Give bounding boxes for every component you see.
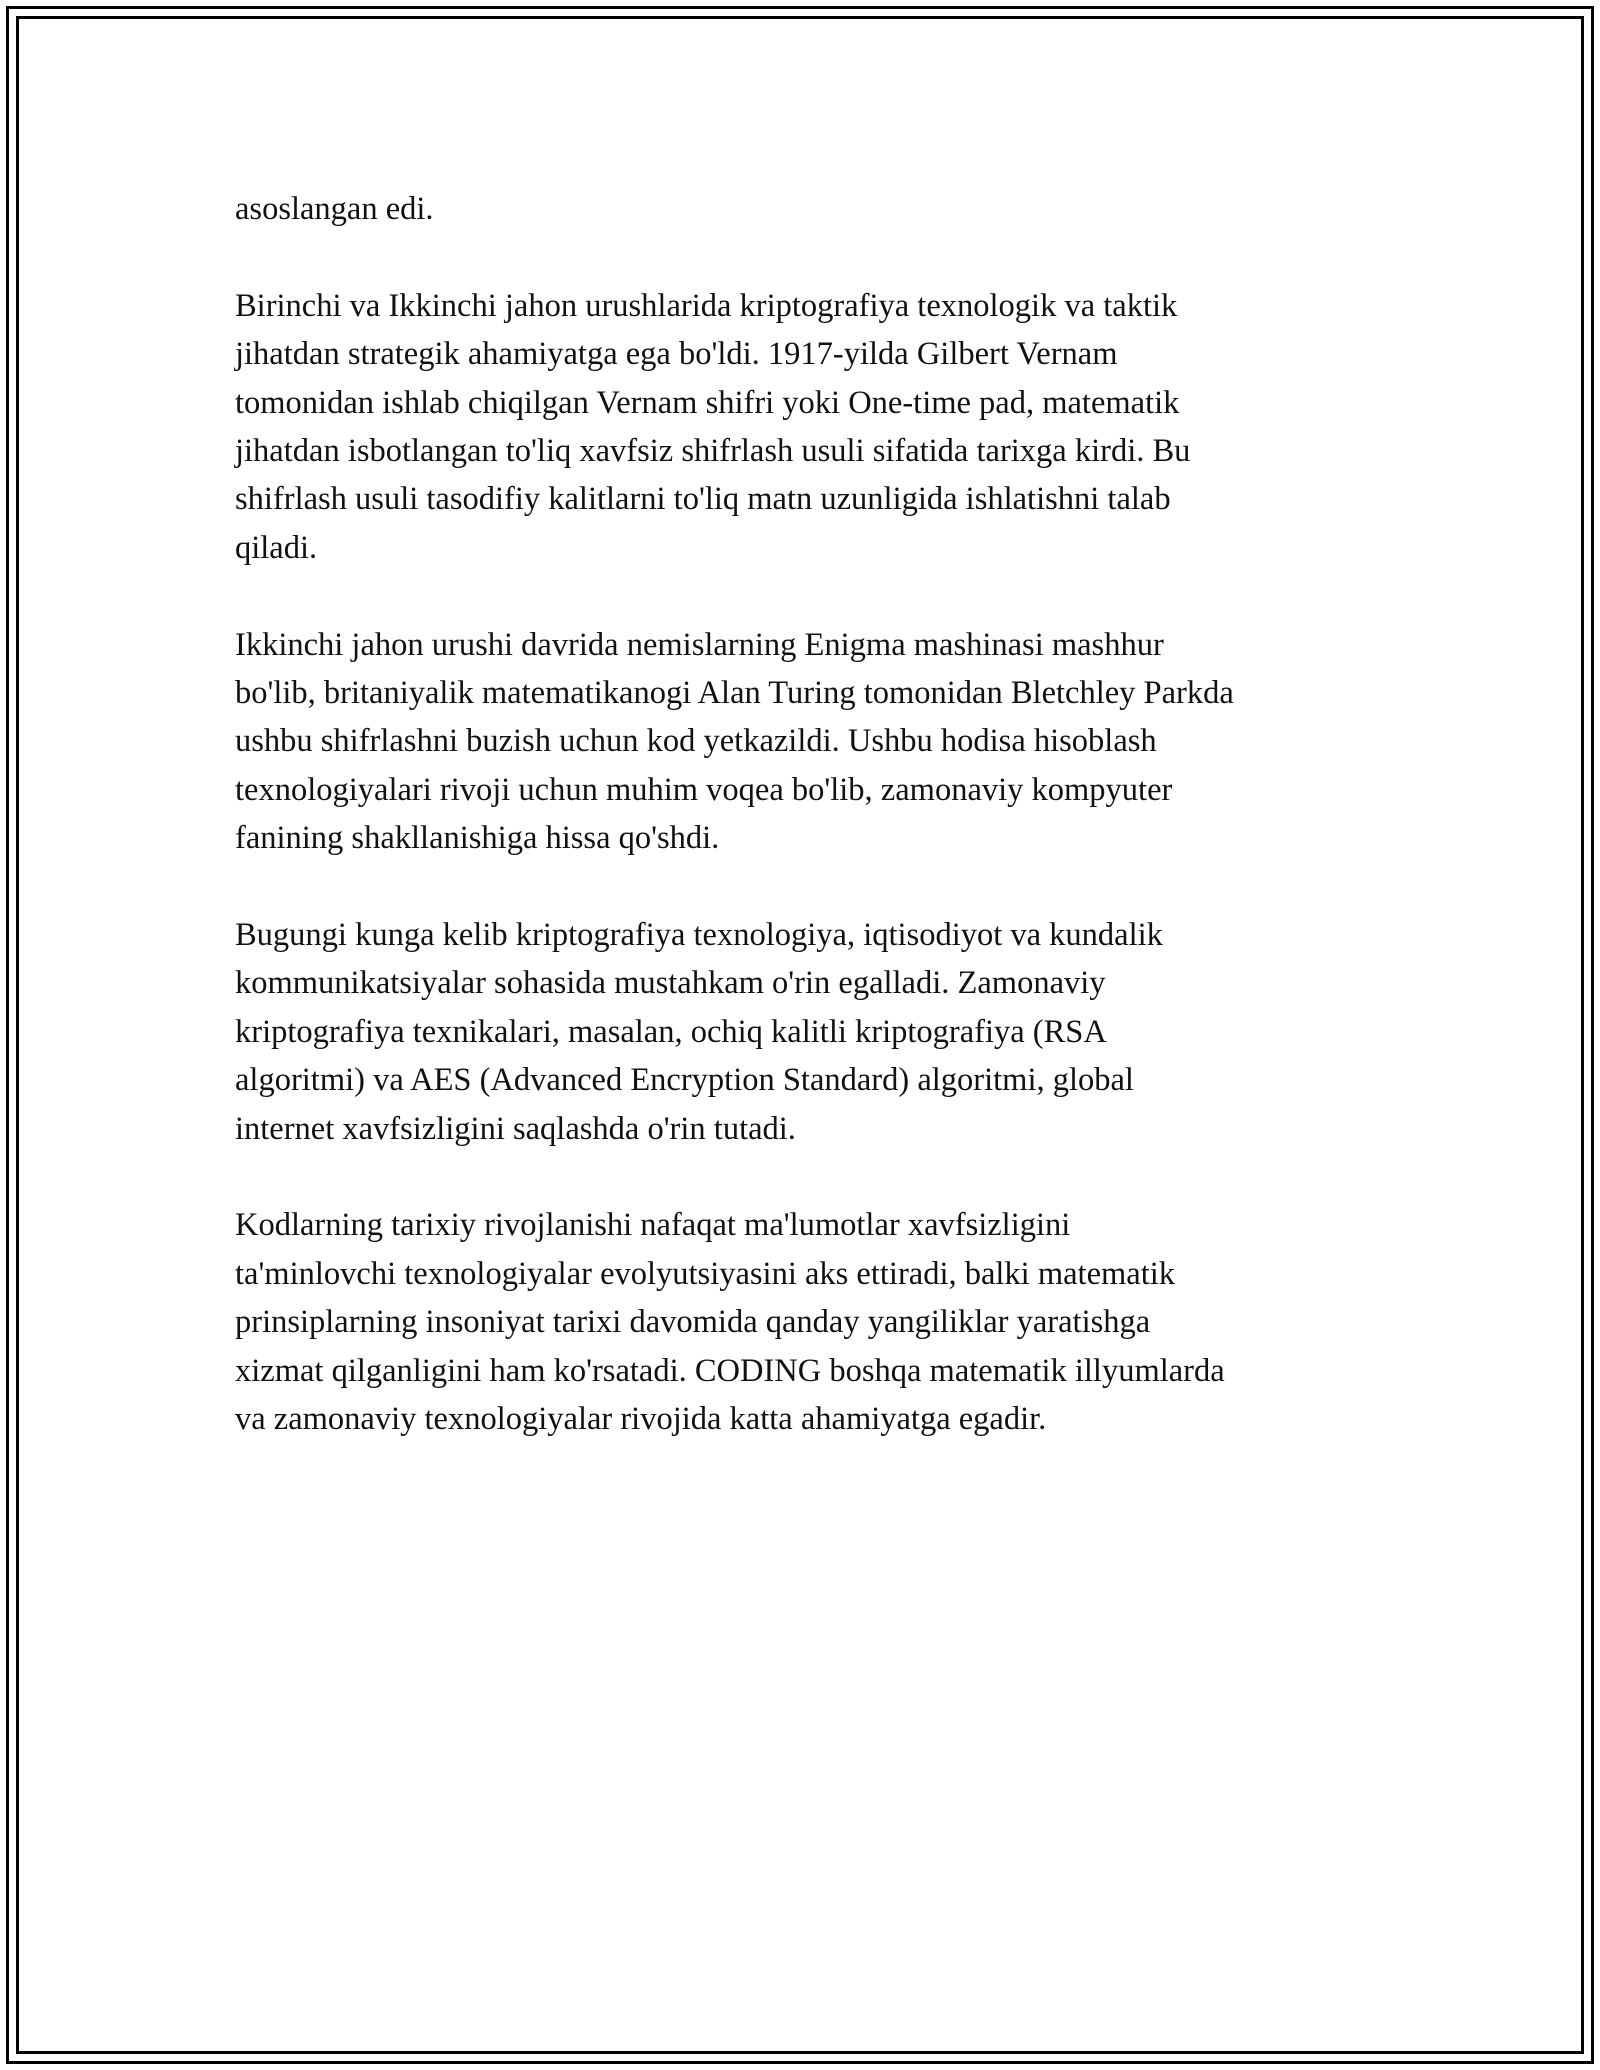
paragraph-continuation: asoslangan edi. (235, 191, 434, 227)
paragraph-enigma: Ikkinchi jahon urushi davrida nemislarning Enigma mashinasi mashhur bo'lib, britaniyalik matematikanogi Alan Turing tomonidan Bletchley Parkda ushbu shifrlashni buzish uchun kod yetkazildi. Ushbu hodisa hisoblash texnologiyalari rivoji uchun muhim voqea bo'lib, zamonaviy kompyuter fanining shakllanishiga hissa qo'shdi. (235, 626, 1234, 857)
paragraph-modern-cryptography: Bugungi kunga kelib kriptografiya texnologiya, iqtisodiyot va kundalik kommunikatsiyalar sohasida mustahkam o'rin egalladi. Zamonaviy kriptografiya texnikalari, masalan, ochiq kalitli kriptografiya (RSA algoritmi) va AES (Advanced Encryption Standard) algoritmi, global internet xavfsizligini saqlashda o'rin tutadi. (235, 917, 1163, 1147)
paragraph-world-wars: Birinchi va Ikkinchi jahon urushlarida kriptografiya texnologik va taktik jihatdan strategik ahamiyatga ega bo'ldi. 1917-yilda Gilbert Vernam tomonidan ishlab chiqilgan Vernam shifri yoki One-time pad, matematik jihatdan isbotlangan to'liq xavfsiz shifrlash usuli sifatida tarixga kirdi. Bu shifrlash usuli tasodifiy kalitlarni to'liq matn uzunligida ishlatishni talab qiladi. (235, 287, 1191, 566)
paragraph-conclusion: Kodlarning tarixiy rivojlanishi nafaqat ma'lumotlar xavfsizligini ta'minlovchi texnologiyalar evolyutsiyasini aks ettiradi, balki matematik prinsiplarning insoniyat tarixi davomida qanday yangiliklar yaratishga xizmat qilganligini ham ko'rsatadi. CODING boshqa matematik illyumlarda va zamonaviy texnologiyalar rivojida katta ahamiyatga egadir. (235, 1207, 1225, 1438)
document-body (235, 185, 1375, 1492)
